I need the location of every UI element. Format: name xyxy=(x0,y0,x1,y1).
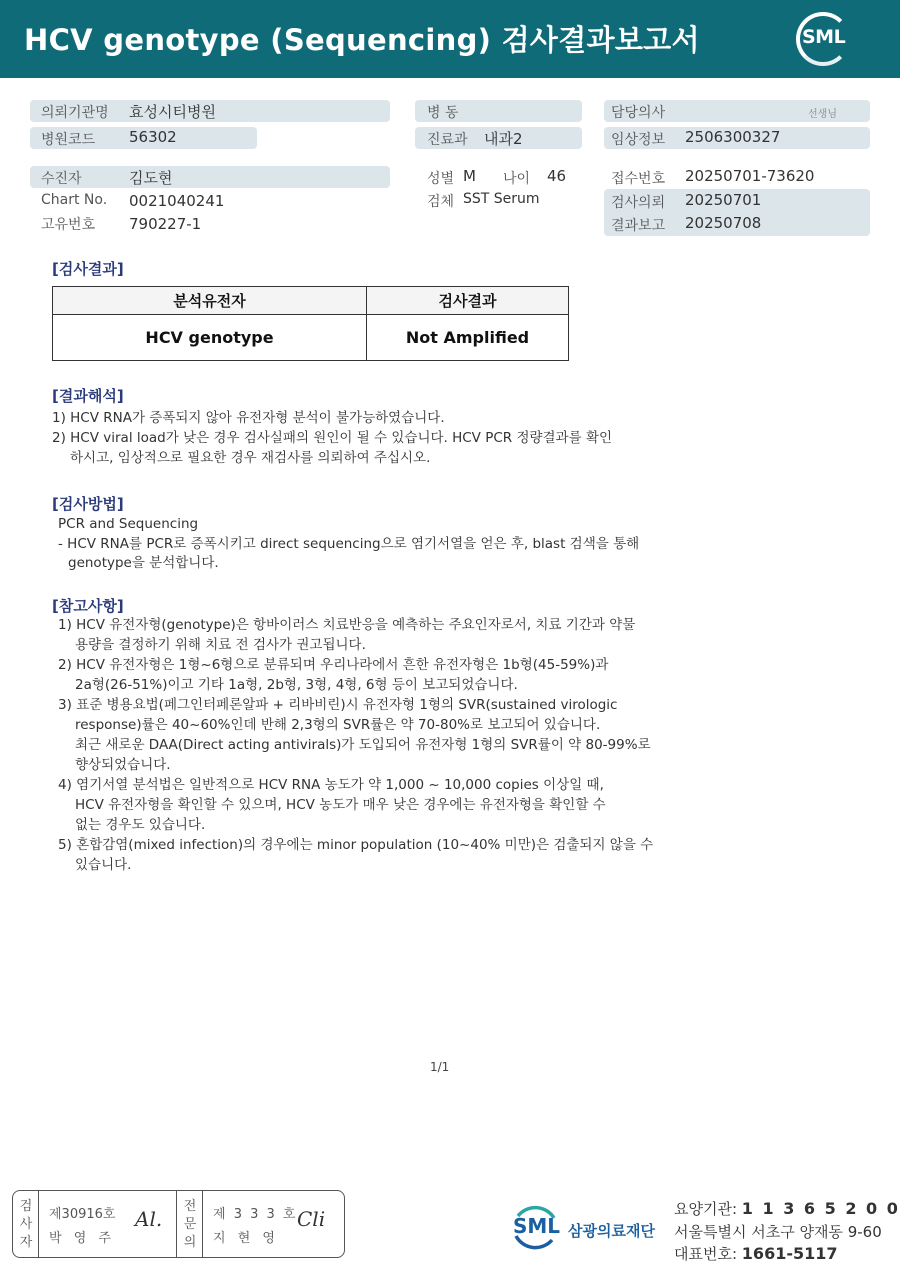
reference-line: 용량을 결정하기 위해 치료 전 검사가 권고됩니다. xyxy=(75,637,366,653)
gene-column-header: 분석유전자 xyxy=(53,287,367,315)
reference-line: 향상되었습니다. xyxy=(75,757,171,773)
specimen-value: SST Serum xyxy=(463,191,540,207)
reference-line: 있습니다. xyxy=(75,857,132,873)
patient-value: 김도현 xyxy=(129,169,173,187)
phone-info xyxy=(674,1243,838,1264)
clinical-value: 2506300327 xyxy=(685,128,781,146)
patient-label: 수진자 xyxy=(41,171,82,187)
footer-logo-text: SML xyxy=(513,1214,561,1238)
age-label: 나이 xyxy=(503,171,531,187)
institution-code-value: 1 1 3 6 5 2 0 0 xyxy=(741,1199,900,1218)
reference-line: HCV 유전자형을 확인할 수 있으며, HCV 농도가 매우 낮은 경우에는 유전자형을 확인할 수 xyxy=(75,797,606,813)
ward-label: 병 동 xyxy=(427,105,459,121)
unique-value: 790227-1 xyxy=(129,215,202,233)
reference-line: 5) 혼합감염(mixed infection)의 경우에는 minor population (10~40% 미만)은 검출되지 않을 수 xyxy=(58,837,654,853)
specimen-label: 검체 xyxy=(427,194,455,210)
department-value: 내과2 xyxy=(484,130,523,148)
page-number: 1/1 xyxy=(430,1060,450,1074)
clinical-label: 임상정보 xyxy=(611,132,666,148)
result-cell: Not Amplified xyxy=(367,315,569,361)
footer-address: 서울특별시 서초구 양재동 9-60 xyxy=(674,1223,882,1241)
request-label: 검사의뢰 xyxy=(611,195,666,211)
tester-license-no: 제30916호 xyxy=(49,1207,116,1222)
specialist-license-no: 제 3 3 3 호 xyxy=(213,1207,298,1222)
method-line: genotype을 분석합니다. xyxy=(68,555,219,571)
table-row xyxy=(53,315,569,361)
method-line: PCR and Sequencing xyxy=(58,516,199,532)
result-column-header: 검사결과 xyxy=(367,287,569,315)
institution-code xyxy=(674,1198,900,1219)
specialist-sign-cell xyxy=(203,1191,344,1257)
tester-label-3: 자 xyxy=(19,1235,33,1250)
chart-value: 0021040241 xyxy=(129,192,225,210)
specialist-label-2: 문 xyxy=(183,1217,197,1232)
institution-value: 효성시티병원 xyxy=(129,103,216,121)
tester-sign-cell xyxy=(39,1191,177,1257)
reference-section-title: [참고사항] xyxy=(52,597,124,615)
specialist-signature: Cli xyxy=(297,1207,326,1231)
tester-signature: Al. xyxy=(135,1207,163,1231)
patient-row-bg xyxy=(30,166,390,188)
reference-line: response)률은 40~60%인데 반해 2,3형의 SVR률은 약 70-80%로 보고되어 있습니다. xyxy=(75,717,601,733)
chart-label: Chart No. xyxy=(41,192,108,208)
reference-line: 2) HCV 유전자형은 1형~6형으로 분류되며 우리나라에서 흔한 유전자형은 1b형(45-59%)과 xyxy=(58,657,609,673)
tester-name: 박 영 주 xyxy=(49,1231,115,1246)
receipt-label: 접수번호 xyxy=(611,171,666,187)
gene-cell: HCV genotype xyxy=(53,315,367,361)
interpretation-line: 1) HCV RNA가 증폭되지 않아 유전자형 분석이 불가능하였습니다. xyxy=(52,410,445,426)
footer-org-name: 삼광의료재단 xyxy=(568,1222,655,1240)
reference-line: 2a형(26-51%)이고 기타 1a형, 2b형, 3형, 4형, 6형 등이 보고되었습니다. xyxy=(75,677,518,693)
hospital-code-label: 병원코드 xyxy=(41,132,96,148)
phone-label: 대표번호: xyxy=(674,1245,738,1263)
specialist-label-cell xyxy=(177,1191,203,1257)
method-line: - HCV RNA를 PCR로 증폭시키고 direct sequencing으로 염기서열을 얻은 후, blast 검색을 통해 xyxy=(58,536,640,552)
header-bar xyxy=(0,0,900,78)
receipt-value: 20250701-73620 xyxy=(685,167,815,185)
tester-label-1: 검 xyxy=(19,1199,33,1214)
interpretation-line: 2) HCV viral load가 낮은 경우 검사실패의 원인이 될 수 있습니다. HCV PCR 정량결과를 확인 xyxy=(52,430,613,446)
request-value: 20250701 xyxy=(685,191,762,209)
reference-line: 최근 새로운 DAA(Direct acting antivirals)가 도입되어 유전자형 1형의 SVR률이 약 80-99%로 xyxy=(75,737,651,753)
tester-label-2: 사 xyxy=(19,1217,33,1232)
report-label: 결과보고 xyxy=(611,218,666,234)
method-section-title: [검사방법] xyxy=(52,495,124,513)
specialist-name: 지 현 영 xyxy=(213,1231,279,1246)
signature-box xyxy=(12,1190,345,1258)
interpretation-section-title: [결과해석] xyxy=(52,387,124,405)
table-header-row xyxy=(53,287,569,315)
doctor-note: 선생님 xyxy=(808,109,837,120)
sml-logo xyxy=(796,12,854,66)
age-value: 46 xyxy=(547,167,567,185)
specialist-label-3: 의 xyxy=(183,1235,197,1250)
doctor-label: 담당의사 xyxy=(611,105,666,121)
specialist-label-1: 전 xyxy=(183,1199,197,1214)
report-value: 20250708 xyxy=(685,214,762,232)
reference-line: 없는 경우도 있습니다. xyxy=(75,817,206,833)
interpretation-line: 하시고, 임상적으로 필요한 경우 재검사를 의뢰하여 주십시오. xyxy=(70,450,431,466)
reference-line: 4) 염기서열 분석법은 일반적으로 HCV RNA 농도가 약 1,000 ~ 10,000 copies 이상일 때, xyxy=(58,777,604,793)
tester-label-cell xyxy=(13,1191,39,1257)
report-title: HCV genotype (Sequencing) 검사결과보고서 xyxy=(24,23,700,57)
department-label: 진료과 xyxy=(427,132,468,148)
result-section-title: [검사결과] xyxy=(52,260,124,278)
logo-text: SML xyxy=(802,26,846,48)
result-table xyxy=(52,286,569,361)
phone-value: 1661-5117 xyxy=(741,1244,838,1263)
unique-label: 고유번호 xyxy=(41,217,96,233)
reference-line: 1) HCV 유전자형(genotype)은 항바이러스 치료반응을 예측하는 주요인자로서, 치료 기간과 약물 xyxy=(58,617,636,633)
hospital-code-value: 56302 xyxy=(129,128,177,146)
institution-label: 의뢰기관명 xyxy=(41,105,109,121)
sex-label: 성별 xyxy=(427,171,455,187)
sex-value: M xyxy=(463,167,476,185)
reference-line: 3) 표준 병용요법(페그인터페론알파 + 리바비린)시 유전자형 1형의 SVR(sustained virologic xyxy=(58,697,618,713)
institution-code-label: 요양기관: xyxy=(674,1200,738,1218)
